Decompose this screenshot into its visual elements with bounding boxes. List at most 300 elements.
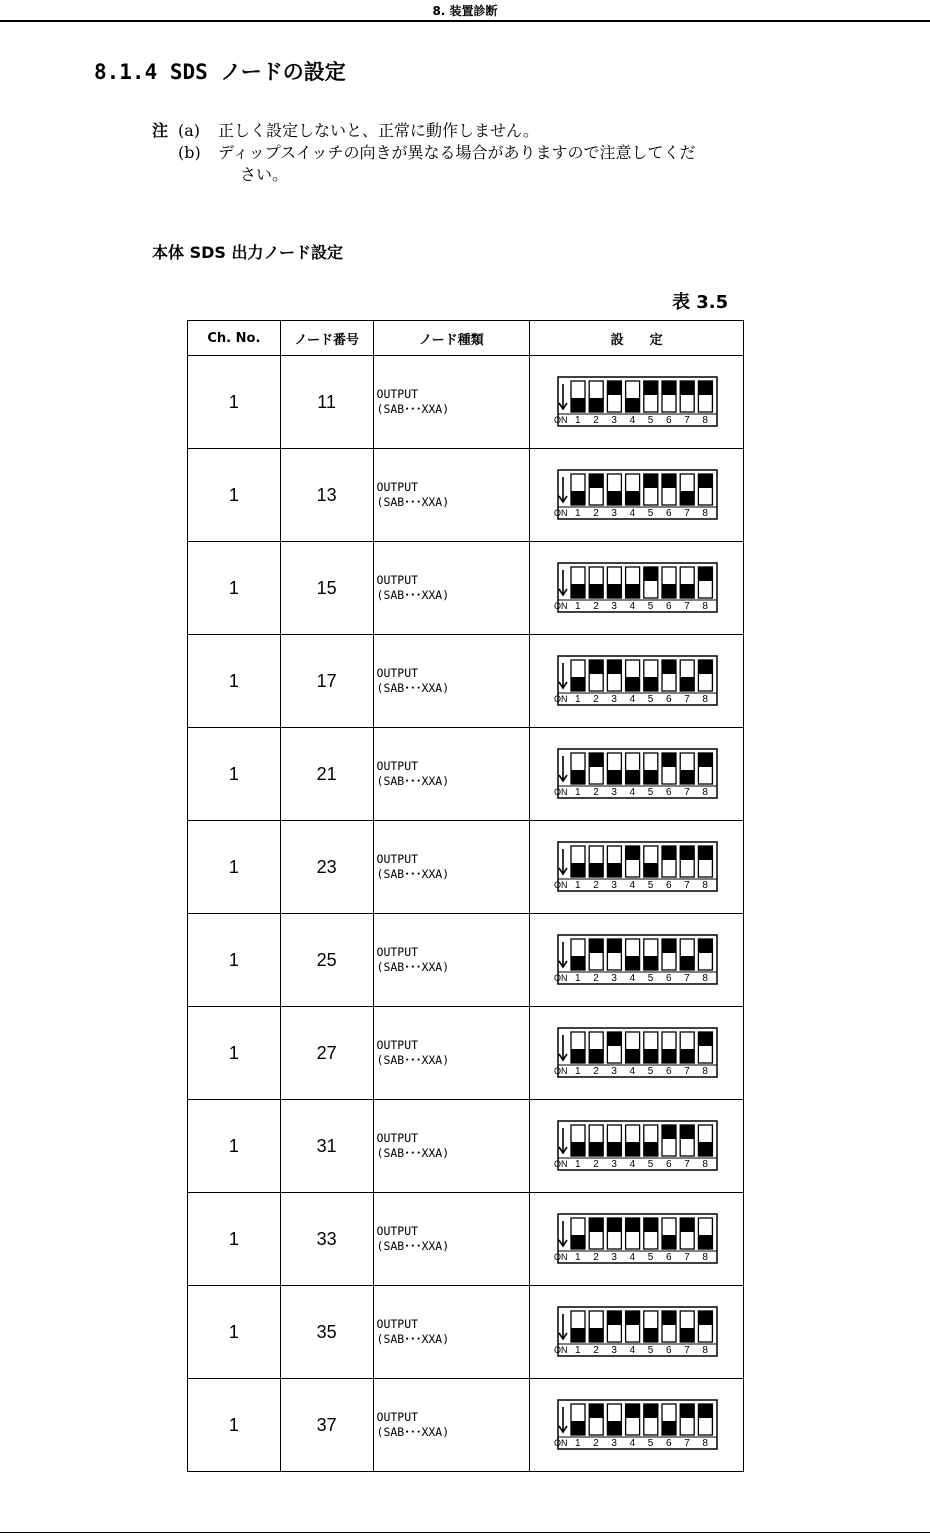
node-type-line1: OUTPUT — [376, 945, 419, 959]
switch-number-label: 3 — [610, 694, 617, 705]
switch-knob-4 — [625, 491, 639, 505]
switch-number-label: 4 — [629, 787, 635, 798]
switch-knob-3 — [607, 584, 621, 598]
switch-knob-4 — [625, 1311, 639, 1325]
note-a-mark: (a) — [178, 121, 201, 140]
switch-number-label: 3 — [610, 601, 617, 612]
switch-on-label: ON — [553, 880, 568, 890]
switch-knob-5 — [643, 1049, 657, 1063]
switch-knob-8 — [698, 381, 712, 395]
node-number-cell: 17 — [280, 635, 373, 728]
switch-number-label: 6 — [665, 1345, 672, 1356]
switch-number-label: 5 — [647, 880, 653, 891]
switch-knob-8 — [698, 567, 712, 581]
node-type-line1: OUTPUT — [376, 1317, 419, 1331]
switch-knob-7 — [680, 381, 694, 395]
switch-on-label: ON — [553, 973, 568, 983]
switch-number-label: 2 — [592, 880, 599, 891]
switch-knob-1 — [571, 677, 585, 691]
switch-knob-7 — [680, 491, 694, 505]
node-type-cell — [373, 1286, 530, 1379]
switch-knob-7 — [680, 1125, 694, 1139]
switch-number-label: 5 — [647, 415, 653, 426]
switch-knob-8 — [698, 1235, 712, 1249]
node-type-line1: OUTPUT — [376, 1131, 419, 1145]
switch-on-label: ON — [553, 1066, 568, 1076]
note-label: 注 — [152, 121, 169, 140]
switch-knob-3 — [607, 939, 621, 953]
node-number-cell: 13 — [280, 449, 373, 542]
switch-number-label: 7 — [683, 415, 690, 426]
node-type-cell — [373, 728, 530, 821]
setting-cell — [530, 1379, 744, 1472]
switch-knob-8 — [698, 1404, 712, 1418]
switch-number-label: 5 — [647, 1066, 653, 1077]
switch-number-label: 2 — [592, 787, 599, 798]
table-row — [188, 1193, 744, 1286]
switch-knob-3 — [607, 660, 621, 674]
switch-knob-2 — [589, 1142, 603, 1156]
switch-on-label: ON — [553, 1438, 568, 1448]
switch-knob-5 — [643, 770, 657, 784]
node-type-line1: OUTPUT — [376, 759, 419, 773]
node-type-line2: (SAB･･･XXA) — [376, 402, 450, 416]
switch-number-label: 3 — [610, 973, 617, 984]
switch-knob-5 — [643, 1142, 657, 1156]
switch-number-label: 6 — [665, 880, 672, 891]
switch-number-label: 3 — [610, 1159, 617, 1170]
node-type-line1: OUTPUT — [376, 1038, 419, 1052]
setting-cell — [530, 1100, 744, 1193]
switch-knob-6 — [662, 1235, 676, 1249]
node-type-cell — [373, 1379, 530, 1472]
switch-knob-5 — [643, 677, 657, 691]
switch-number-label: 7 — [683, 694, 690, 705]
switch-number-label: 5 — [647, 973, 653, 984]
down-arrow-icon — [559, 1314, 567, 1339]
node-type-line2: (SAB･･･XXA) — [376, 867, 450, 881]
node-number-cell: 35 — [280, 1286, 373, 1379]
switch-number-label: 6 — [665, 787, 672, 798]
switch-knob-5 — [643, 474, 657, 488]
node-type-line2: (SAB･･･XXA) — [376, 1146, 450, 1160]
down-arrow-icon — [559, 1128, 567, 1153]
table-row — [188, 356, 744, 449]
node-number-cell: 11 — [280, 356, 373, 449]
node-type-line1: OUTPUT — [376, 573, 419, 587]
dip-switch — [554, 562, 720, 614]
switch-knob-7 — [680, 1328, 694, 1342]
switch-knob-7 — [680, 677, 694, 691]
switch-number-label: 6 — [665, 508, 672, 519]
switch-number-label: 5 — [647, 787, 653, 798]
switch-number-label: 4 — [629, 508, 635, 519]
switch-number-label: 3 — [610, 415, 617, 426]
switch-knob-4 — [625, 770, 639, 784]
node-type-cell — [373, 635, 530, 728]
header-ch-no: Ch. No. — [188, 321, 281, 356]
switch-number-label: 3 — [610, 1066, 617, 1077]
switch-number-label: 1 — [574, 694, 581, 705]
switch-on-label: ON — [553, 415, 568, 425]
switch-number-label: 6 — [665, 1066, 672, 1077]
node-type-line2: (SAB･･･XXA) — [376, 960, 450, 974]
switch-knob-1 — [571, 584, 585, 598]
switch-number-label: 2 — [592, 601, 599, 612]
switch-number-label: 2 — [592, 1066, 599, 1077]
table-row — [188, 542, 744, 635]
node-type-line1: OUTPUT — [376, 1224, 419, 1238]
note-b-continuation: さい。 — [240, 165, 289, 184]
footer-rule — [0, 1532, 930, 1533]
switch-number-label: 8 — [701, 1345, 708, 1356]
switch-number-label: 6 — [665, 1252, 672, 1263]
switch-knob-2 — [589, 584, 603, 598]
switch-number-label: 7 — [683, 601, 690, 612]
node-type-line1: OUTPUT — [376, 666, 419, 680]
switch-knob-2 — [589, 1049, 603, 1063]
node-type-line1: OUTPUT — [376, 480, 419, 494]
switch-number-label: 8 — [701, 787, 708, 798]
switch-knob-4 — [625, 846, 639, 860]
switch-number-label: 7 — [683, 787, 690, 798]
ch-no-cell: 1 — [188, 1100, 281, 1193]
switch-knob-6 — [662, 753, 676, 767]
setting-cell — [530, 1007, 744, 1100]
switch-number-label: 2 — [592, 973, 599, 984]
table-row — [188, 728, 744, 821]
switch-number-label: 4 — [629, 601, 635, 612]
switch-number-label: 6 — [665, 973, 672, 984]
dip-switch — [554, 1306, 720, 1358]
switch-number-label: 3 — [610, 1438, 617, 1449]
switch-knob-8 — [698, 660, 712, 674]
switch-number-label: 4 — [629, 1066, 635, 1077]
node-type-line1: OUTPUT — [376, 1410, 419, 1424]
switch-on-label: ON — [553, 1345, 568, 1355]
switch-knob-1 — [571, 863, 585, 877]
switch-on-label: ON — [553, 787, 568, 797]
switch-knob-3 — [607, 770, 621, 784]
node-type-line1: OUTPUT — [376, 852, 419, 866]
node-number-cell: 37 — [280, 1379, 373, 1472]
node-type-cell — [373, 542, 530, 635]
node-type-cell — [373, 821, 530, 914]
ch-no-cell: 1 — [188, 914, 281, 1007]
switch-on-label: ON — [553, 601, 568, 611]
setting-cell — [530, 449, 744, 542]
switch-number-label: 1 — [574, 1252, 581, 1263]
switch-number-label: 8 — [701, 694, 708, 705]
switch-number-label: 1 — [574, 1345, 581, 1356]
switch-knob-8 — [698, 753, 712, 767]
switch-number-label: 7 — [683, 508, 690, 519]
switch-on-label: ON — [553, 694, 568, 704]
dip-switch — [554, 748, 720, 800]
switch-on-label: ON — [553, 508, 568, 518]
switch-knob-7 — [680, 584, 694, 598]
switch-knob-1 — [571, 770, 585, 784]
switch-number-label: 4 — [629, 1438, 635, 1449]
switch-knob-6 — [662, 1125, 676, 1139]
switch-knob-6 — [662, 846, 676, 860]
node-type-line2: (SAB･･･XXA) — [376, 681, 450, 695]
table-row — [188, 635, 744, 728]
setting-cell — [530, 1193, 744, 1286]
switch-knob-5 — [643, 381, 657, 395]
node-type-line2: (SAB･･･XXA) — [376, 588, 450, 602]
switch-number-label: 5 — [647, 1438, 653, 1449]
dip-switch — [554, 655, 720, 707]
switch-knob-4 — [625, 584, 639, 598]
dip-switch — [554, 1027, 720, 1079]
note-a — [152, 120, 842, 142]
switch-knob-5 — [643, 863, 657, 877]
switch-on-label: ON — [553, 1252, 568, 1262]
node-type-line1: OUTPUT — [376, 387, 419, 401]
table-row — [188, 821, 744, 914]
switch-knob-7 — [680, 1404, 694, 1418]
table-caption: 表 3.5 — [672, 292, 729, 313]
switch-number-label: 8 — [701, 880, 708, 891]
ch-no-cell: 1 — [188, 449, 281, 542]
switch-knob-2 — [589, 474, 603, 488]
table-row — [188, 914, 744, 1007]
subheading: 本体 SDS 出力ノード設定 — [152, 243, 343, 262]
note-b — [178, 142, 842, 164]
node-settings-table — [187, 320, 744, 1472]
page-header-title: 8. 装置診断 — [432, 4, 498, 18]
ch-no-cell: 1 — [188, 1007, 281, 1100]
switch-number-label: 5 — [647, 601, 653, 612]
ch-no-cell: 1 — [188, 356, 281, 449]
switch-knob-8 — [698, 939, 712, 953]
switch-number-label: 5 — [647, 694, 653, 705]
switch-knob-2 — [589, 863, 603, 877]
switch-knob-1 — [571, 1328, 585, 1342]
switch-number-label: 1 — [574, 1438, 581, 1449]
switch-knob-6 — [662, 1049, 676, 1063]
ch-no-cell: 1 — [188, 821, 281, 914]
switch-number-label: 5 — [647, 1345, 653, 1356]
switch-number-label: 2 — [592, 1345, 599, 1356]
switch-number-label: 6 — [665, 601, 672, 612]
switch-knob-7 — [680, 956, 694, 970]
switch-knob-3 — [607, 863, 621, 877]
down-arrow-icon — [559, 570, 567, 595]
switch-number-label: 1 — [574, 880, 581, 891]
switch-number-label: 7 — [683, 1438, 690, 1449]
dip-switch — [554, 1213, 720, 1265]
switch-knob-8 — [698, 1311, 712, 1325]
node-number-cell: 33 — [280, 1193, 373, 1286]
switch-number-label: 5 — [647, 1159, 653, 1170]
switch-knob-3 — [607, 1421, 621, 1435]
switch-knob-1 — [571, 1235, 585, 1249]
down-arrow-icon — [559, 663, 567, 688]
switch-knob-3 — [607, 1218, 621, 1232]
switch-knob-3 — [607, 381, 621, 395]
switch-number-label: 3 — [610, 508, 617, 519]
node-type-cell — [373, 1100, 530, 1193]
table-header-row — [188, 321, 744, 356]
dip-switch — [554, 376, 720, 428]
dip-switch — [554, 1399, 720, 1451]
switch-knob-2 — [589, 1404, 603, 1418]
ch-no-cell: 1 — [188, 728, 281, 821]
section-title: 8.1.4 SDS ノードの設定 — [94, 60, 346, 84]
node-number-cell: 21 — [280, 728, 373, 821]
switch-number-label: 1 — [574, 601, 581, 612]
switch-number-label: 8 — [701, 601, 708, 612]
node-type-line2: (SAB･･･XXA) — [376, 1425, 450, 1439]
ch-no-cell: 1 — [188, 635, 281, 728]
switch-number-label: 5 — [647, 508, 653, 519]
switch-number-label: 1 — [574, 1066, 581, 1077]
dip-switch — [554, 841, 720, 893]
switch-knob-2 — [589, 939, 603, 953]
switch-knob-1 — [571, 491, 585, 505]
switch-number-label: 4 — [629, 415, 635, 426]
down-arrow-icon — [559, 1407, 567, 1432]
notes-block — [152, 120, 842, 186]
switch-knob-2 — [589, 660, 603, 674]
switch-number-label: 6 — [665, 415, 672, 426]
switch-knob-7 — [680, 1218, 694, 1232]
switch-knob-8 — [698, 1032, 712, 1046]
switch-number-label: 7 — [683, 880, 690, 891]
switch-number-label: 2 — [592, 1159, 599, 1170]
node-type-cell — [373, 914, 530, 1007]
switch-knob-6 — [662, 660, 676, 674]
switch-number-label: 8 — [701, 1438, 708, 1449]
switch-knob-6 — [662, 1421, 676, 1435]
node-number-cell: 27 — [280, 1007, 373, 1100]
node-number-cell: 15 — [280, 542, 373, 635]
switch-knob-4 — [625, 398, 639, 412]
switch-knob-2 — [589, 398, 603, 412]
switch-knob-1 — [571, 956, 585, 970]
switch-number-label: 4 — [629, 1159, 635, 1170]
switch-number-label: 3 — [610, 880, 617, 891]
switch-knob-4 — [625, 1142, 639, 1156]
switch-number-label: 3 — [610, 1252, 617, 1263]
node-type-line2: (SAB･･･XXA) — [376, 1053, 450, 1067]
switch-number-label: 7 — [683, 973, 690, 984]
switch-number-label: 7 — [683, 1066, 690, 1077]
switch-number-label: 7 — [683, 1252, 690, 1263]
table-row — [188, 1286, 744, 1379]
switch-number-label: 2 — [592, 415, 599, 426]
header-rule — [0, 20, 930, 22]
switch-number-label: 4 — [629, 1252, 635, 1263]
table-row — [188, 1100, 744, 1193]
switch-knob-3 — [607, 491, 621, 505]
down-arrow-icon — [559, 1221, 567, 1246]
switch-number-label: 8 — [701, 1066, 708, 1077]
down-arrow-icon — [559, 756, 567, 781]
node-type-cell — [373, 1007, 530, 1100]
switch-knob-4 — [625, 956, 639, 970]
header-node-type: ノード種類 — [373, 321, 530, 356]
switch-number-label: 1 — [574, 973, 581, 984]
switch-knob-7 — [680, 1049, 694, 1063]
switch-number-label: 4 — [629, 880, 635, 891]
switch-knob-8 — [698, 474, 712, 488]
switch-number-label: 4 — [629, 973, 635, 984]
ch-no-cell: 1 — [188, 542, 281, 635]
switch-number-label: 8 — [701, 973, 708, 984]
switch-knob-2 — [589, 753, 603, 767]
switch-knob-5 — [643, 1328, 657, 1342]
node-type-cell — [373, 449, 530, 542]
switch-knob-4 — [625, 1404, 639, 1418]
switch-knob-7 — [680, 770, 694, 784]
switch-number-label: 7 — [683, 1159, 690, 1170]
switch-number-label: 3 — [610, 787, 617, 798]
switch-knob-1 — [571, 398, 585, 412]
switch-knob-3 — [607, 1032, 621, 1046]
switch-number-label: 2 — [592, 1438, 599, 1449]
setting-cell — [530, 635, 744, 728]
switch-number-label: 4 — [629, 1345, 635, 1356]
setting-cell — [530, 1286, 744, 1379]
switch-knob-4 — [625, 1218, 639, 1232]
setting-cell — [530, 728, 744, 821]
dip-switch — [554, 469, 720, 521]
node-type-line2: (SAB･･･XXA) — [376, 495, 450, 509]
switch-knob-4 — [625, 677, 639, 691]
switch-knob-8 — [698, 1142, 712, 1156]
switch-knob-5 — [643, 1404, 657, 1418]
down-arrow-icon — [559, 1035, 567, 1060]
table-row — [188, 1007, 744, 1100]
switch-number-label: 1 — [574, 415, 581, 426]
table-row — [188, 1379, 744, 1472]
switch-number-label: 1 — [574, 508, 581, 519]
note-b-text: ディップスイッチの向きが異なる場合がありますので注意してくだ — [218, 143, 696, 162]
switch-knob-5 — [643, 1218, 657, 1232]
node-number-cell: 31 — [280, 1100, 373, 1193]
switch-number-label: 3 — [610, 1345, 617, 1356]
node-type-cell — [373, 1193, 530, 1286]
header-node-number: ノード番号 — [280, 321, 373, 356]
switch-knob-6 — [662, 939, 676, 953]
node-type-cell — [373, 356, 530, 449]
switch-knob-8 — [698, 846, 712, 860]
switch-number-label: 8 — [701, 1252, 708, 1263]
note-b-mark: (b) — [178, 143, 201, 162]
setting-cell — [530, 356, 744, 449]
ch-no-cell: 1 — [188, 1379, 281, 1472]
switch-knob-7 — [680, 846, 694, 860]
ch-no-cell: 1 — [188, 1193, 281, 1286]
switch-knob-1 — [571, 1049, 585, 1063]
switch-number-label: 2 — [592, 694, 599, 705]
node-type-line2: (SAB･･･XXA) — [376, 774, 450, 788]
ch-no-cell: 1 — [188, 1286, 281, 1379]
setting-cell — [530, 821, 744, 914]
switch-knob-6 — [662, 474, 676, 488]
switch-number-label: 7 — [683, 1345, 690, 1356]
switch-number-label: 8 — [701, 1159, 708, 1170]
node-number-cell: 23 — [280, 821, 373, 914]
switch-number-label: 6 — [665, 1438, 672, 1449]
dip-switch — [554, 934, 720, 986]
header-setting: 設 定 — [530, 321, 744, 356]
setting-cell — [530, 914, 744, 1007]
switch-number-label: 6 — [665, 1159, 672, 1170]
